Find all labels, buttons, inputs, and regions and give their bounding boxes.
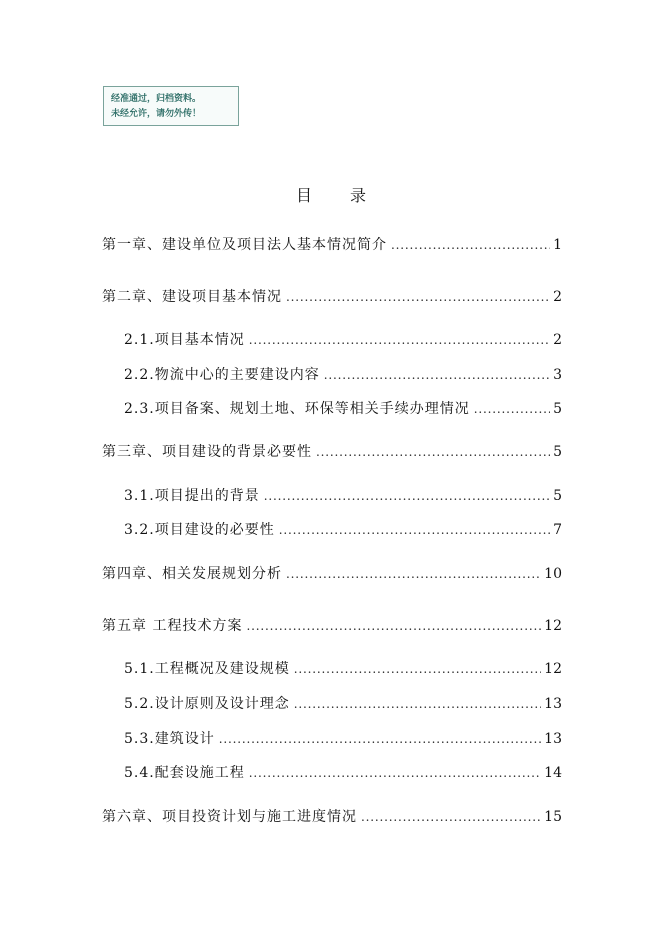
toc-entry-page: 10	[544, 566, 562, 582]
toc-entry-chapter-3[interactable]	[102, 442, 562, 462]
dot-leader	[286, 287, 550, 307]
toc-entry-text: 3.1.项目提出的背景	[124, 488, 260, 504]
toc-entry-text: 第一章、建设单位及项目法人基本情况简介	[102, 237, 387, 253]
dot-leader	[279, 520, 550, 540]
toc-entry-section-2-3[interactable]	[124, 399, 562, 419]
dot-leader	[474, 399, 550, 419]
toc-entry-page: 12	[544, 618, 562, 634]
toc-entry-page: 5	[553, 444, 562, 460]
toc-entry-section-5-2[interactable]	[124, 694, 562, 714]
dot-leader	[249, 330, 550, 350]
toc-entry-text: 3.2.项目建设的必要性	[124, 522, 275, 538]
toc-entry-section-3-2[interactable]	[124, 520, 562, 540]
toc-entry-text: 第四章、相关发展规划分析	[102, 566, 282, 582]
dot-leader	[294, 694, 541, 714]
dot-leader	[316, 442, 550, 462]
toc-entry-page: 13	[544, 731, 562, 747]
toc-entry-text: 2.2.物流中心的主要建设内容	[124, 367, 320, 383]
toc-entry-chapter-4[interactable]	[102, 564, 562, 584]
toc-entry-text: 5.3.建筑设计	[124, 731, 215, 747]
toc-entry-section-3-1[interactable]	[124, 486, 562, 506]
dot-leader	[264, 486, 550, 506]
dot-leader	[249, 763, 541, 783]
toc-entry-section-2-1[interactable]	[124, 330, 562, 350]
toc-entry-page: 12	[544, 661, 562, 677]
toc-entry-chapter-5[interactable]	[102, 616, 562, 636]
toc-entry-text: 第二章、建设项目基本情况	[102, 289, 282, 305]
toc-entry-text: 第三章、项目建设的背景必要性	[102, 444, 312, 460]
dot-leader	[294, 659, 541, 679]
toc-entry-text: 5.2.设计原则及设计理念	[124, 696, 290, 712]
toc-entry-section-5-1[interactable]	[124, 659, 562, 679]
toc-title: 目录	[295, 186, 404, 205]
toc-entry-page: 13	[544, 696, 562, 712]
notice-line-2: 未经允许，请勿外传！	[111, 109, 202, 119]
dot-leader	[246, 616, 541, 636]
dot-leader	[324, 365, 550, 385]
toc-entry-page: 5	[553, 401, 562, 417]
toc-entry-text: 2.3.项目备案、规划土地、环保等相关手续办理情况	[124, 401, 470, 417]
dot-leader	[219, 729, 541, 749]
toc-entry-chapter-1[interactable]	[102, 235, 562, 255]
toc-entry-page: 2	[553, 332, 562, 348]
toc-entry-page: 2	[553, 289, 562, 305]
toc-entry-text: 5.4.配套设施工程	[124, 765, 245, 781]
toc-entry-chapter-2[interactable]	[102, 287, 562, 307]
toc-entry-page: 5	[553, 488, 562, 504]
dot-leader	[391, 235, 550, 255]
toc-entry-page: 1	[553, 237, 562, 253]
dot-leader	[361, 807, 541, 827]
toc-entry-text: 第六章、项目投资计划与施工进度情况	[102, 809, 357, 825]
toc-entry-page: 3	[553, 367, 562, 383]
toc-entry-section-2-2[interactable]	[124, 365, 562, 385]
toc-entry-section-5-4[interactable]	[124, 763, 562, 783]
toc-entry-page: 14	[544, 765, 562, 781]
dot-leader	[286, 564, 541, 584]
toc-entry-chapter-6[interactable]	[102, 807, 562, 827]
toc-entry-text: 5.1.工程概况及建设规模	[124, 661, 290, 677]
toc-entry-page: 15	[544, 809, 562, 825]
notice-line-1: 经准通过，归档资料。	[111, 94, 202, 104]
toc-entry-section-5-3[interactable]	[124, 729, 562, 749]
toc-entry-text: 第五章 工程技术方案	[102, 618, 243, 634]
toc-entry-page: 7	[553, 522, 562, 538]
toc-entry-text: 2.1.项目基本情况	[124, 332, 245, 348]
